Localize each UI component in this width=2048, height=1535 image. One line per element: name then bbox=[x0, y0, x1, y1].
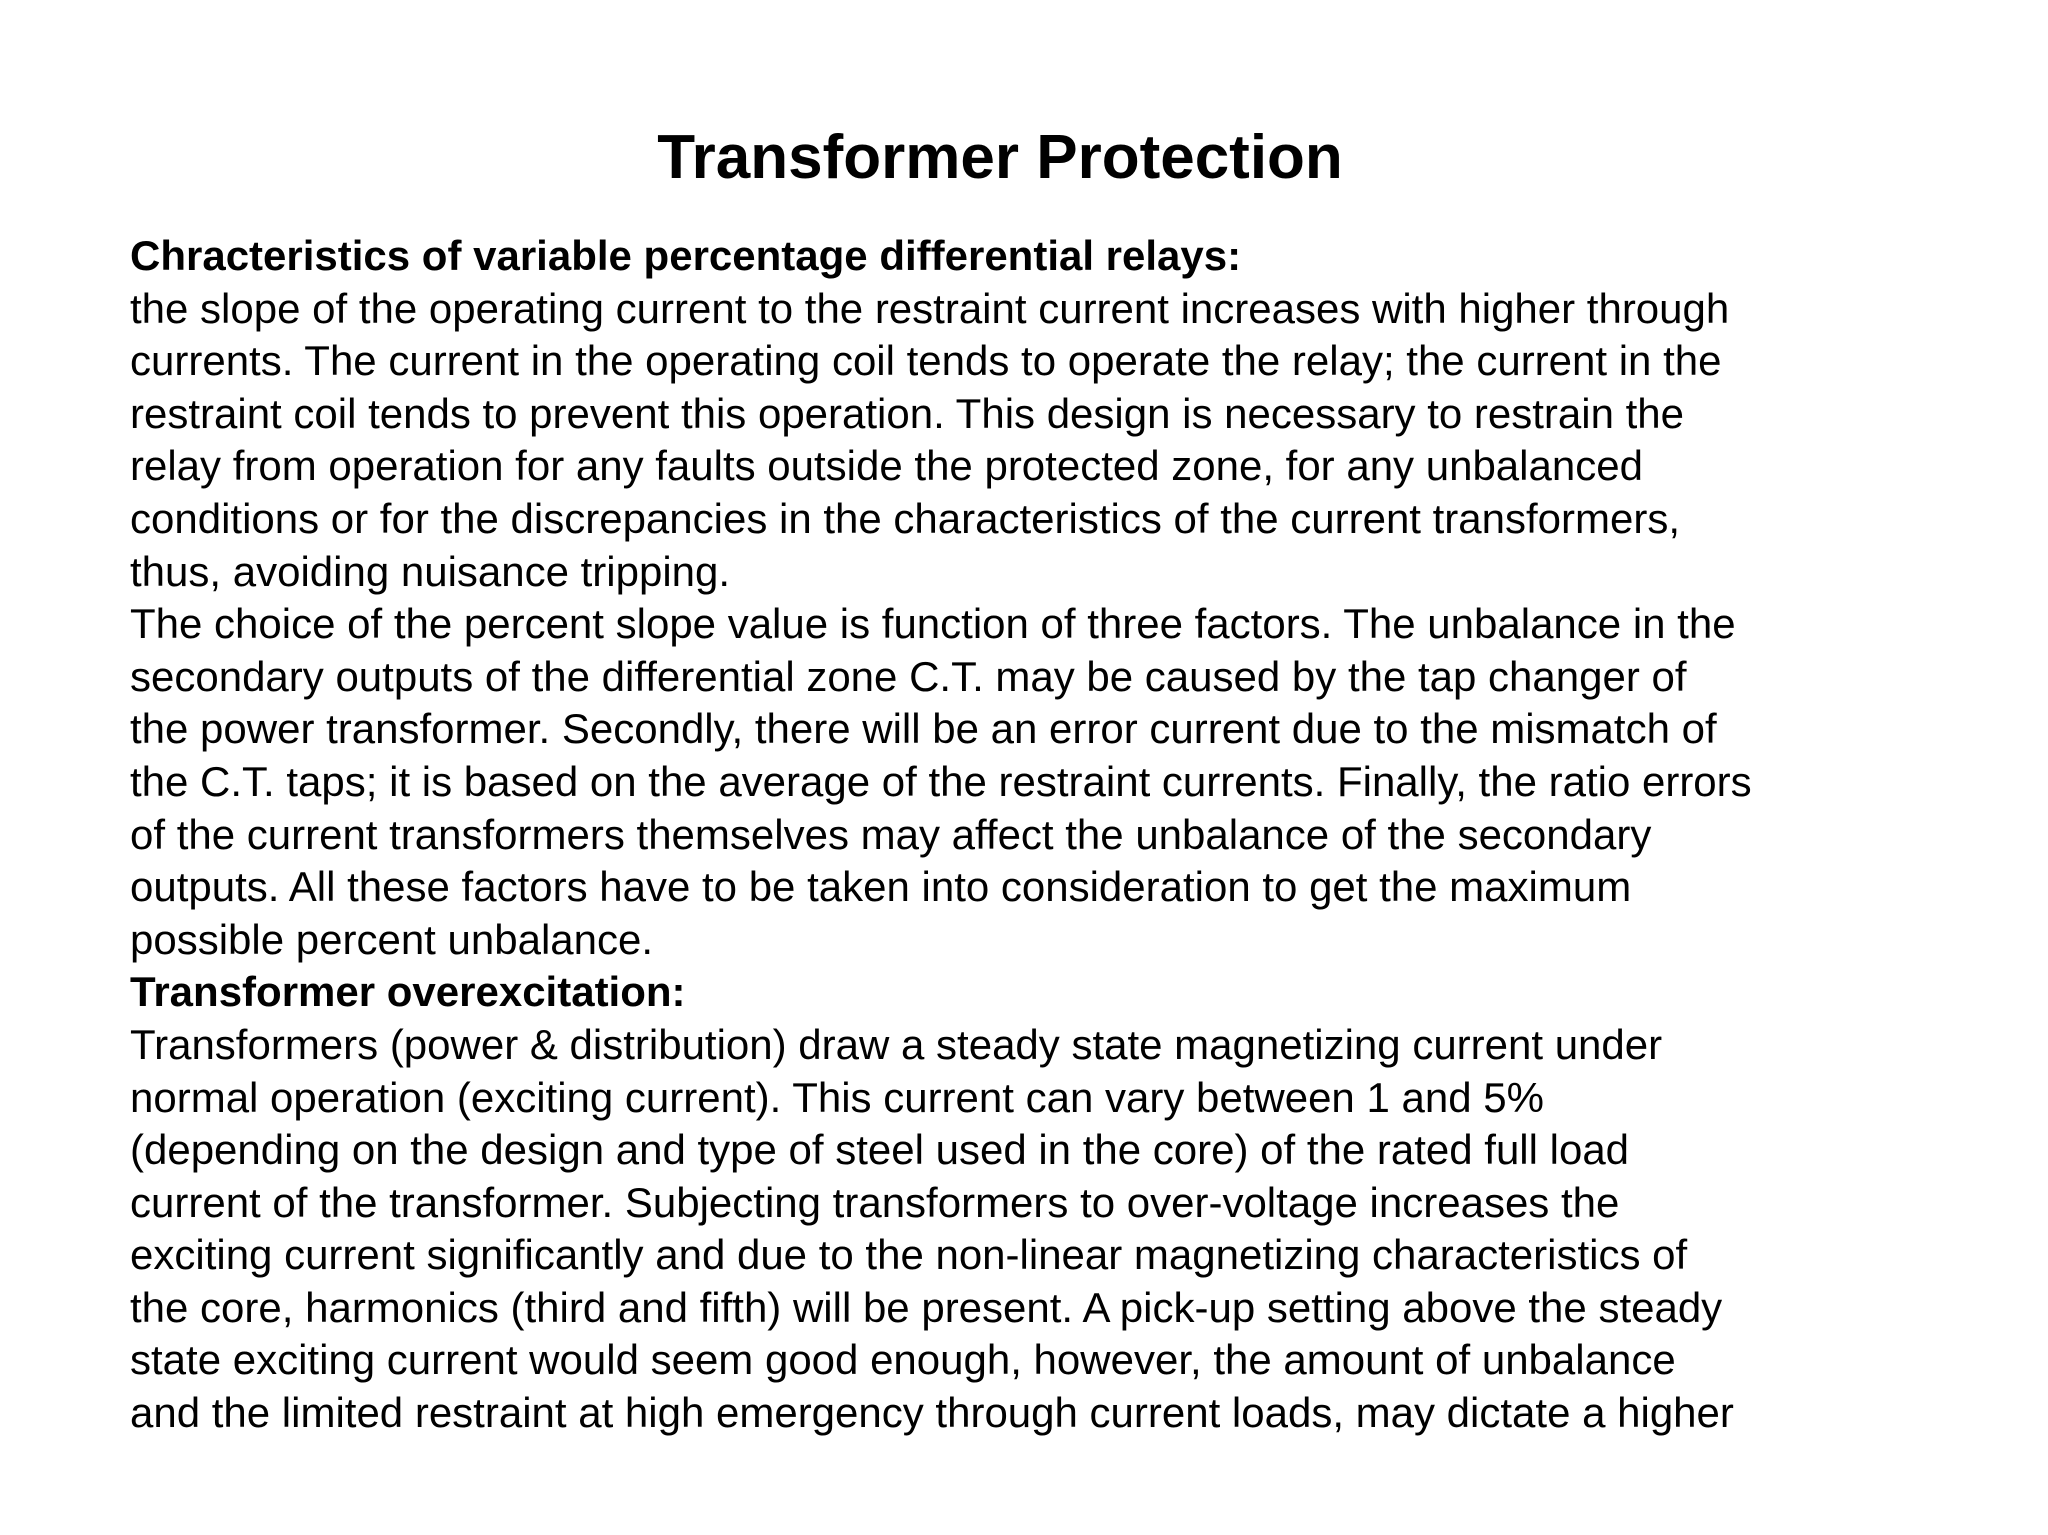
page-title: Transformer Protection bbox=[657, 123, 1343, 192]
document-body bbox=[130, 230, 1990, 1440]
body-text-line: thus, avoiding nuisance tripping. bbox=[130, 547, 731, 595]
body-text-line: current of the transformer. Subjecting transformers to over-voltage increases the bbox=[130, 1178, 1620, 1226]
body-text-line: the C.T. taps; it is based on the average of the restraint currents. Finally, the ratio errors bbox=[130, 757, 1752, 805]
body-text-line: of the current transformers themselves may affect the unbalance of the secondary bbox=[130, 810, 1652, 858]
body-text-line: currents. The current in the operating coil tends to operate the relay; the current in the bbox=[130, 337, 1722, 385]
body-text-line: possible percent unbalance. bbox=[130, 915, 654, 963]
body-text-line: the power transformer. Secondly, there will be an error current due to the mismatch of bbox=[130, 705, 1717, 753]
body-text-line: (depending on the design and type of steel used in the core) of the rated full load bbox=[130, 1126, 1630, 1174]
body-text-line: and the limited restraint at high emergency through current loads, may dictate a higher bbox=[130, 1389, 1734, 1437]
body-text-line: The choice of the percent slope value is function of three factors. The unbalance in the bbox=[130, 600, 1736, 648]
body-text-line: relay from operation for any faults outside the protected zone, for any unbalanced bbox=[130, 442, 1643, 490]
body-text-line: outputs. All these factors have to be taken into consideration to get the maximum bbox=[130, 863, 1632, 911]
body-text-line: Transformers (power & distribution) draw a steady state magnetizing current under bbox=[130, 1020, 1663, 1068]
body-text-line: secondary outputs of the differential zone C.T. may be caused by the tap changer of bbox=[130, 652, 1687, 700]
body-text-line: restraint coil tends to prevent this operation. This design is necessary to restrain the bbox=[130, 389, 1685, 437]
body-text-line: exciting current significantly and due to the non-linear magnetizing characteristics of bbox=[130, 1231, 1688, 1279]
body-text-line: state exciting current would seem good enough, however, the amount of unbalance bbox=[130, 1336, 1676, 1384]
section-heading-differential-relays: Chracteristics of variable percentage differential relays: bbox=[130, 232, 1242, 279]
section-heading-overexcitation: Transformer overexcitation: bbox=[130, 968, 686, 1016]
body-text-line: the core, harmonics (third and fifth) will be present. A pick-up setting above the steady bbox=[130, 1283, 1723, 1331]
body-text-line: the slope of the operating current to the restraint current increases with higher through bbox=[130, 284, 1730, 332]
body-text-line: conditions or for the discrepancies in the characteristics of the current transformers, bbox=[130, 494, 1681, 542]
body-text-line: normal operation (exciting current). This current can vary between 1 and 5% bbox=[130, 1073, 1544, 1121]
